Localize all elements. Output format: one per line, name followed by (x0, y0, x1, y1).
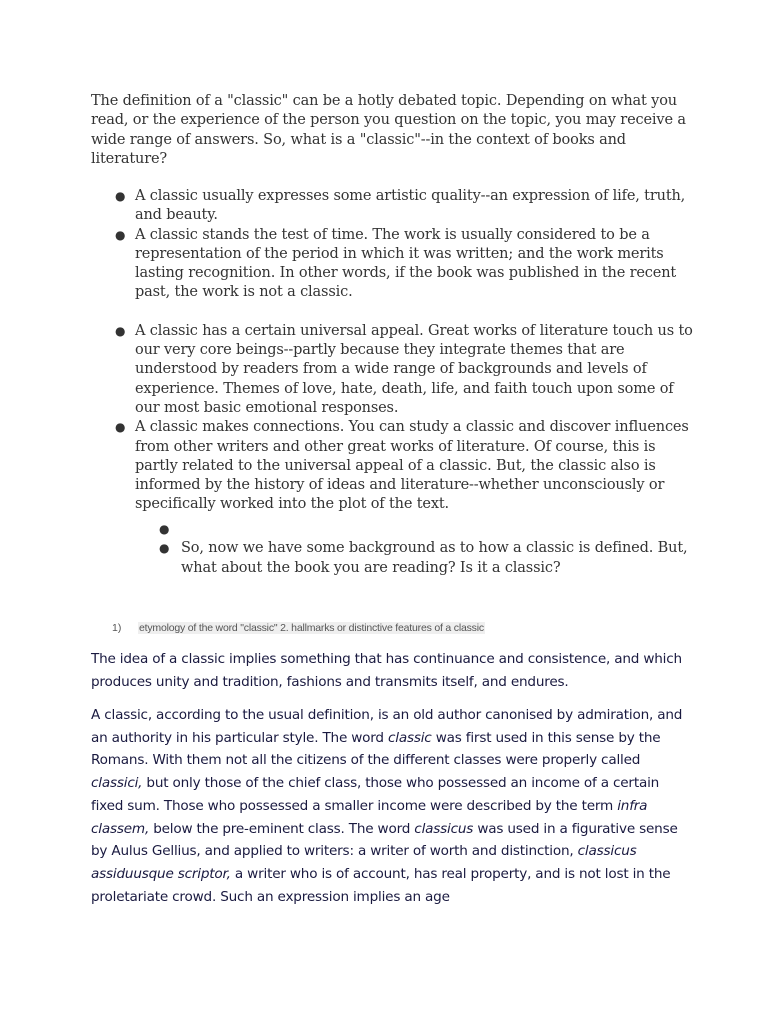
bullet-icon: ● (115, 323, 126, 338)
sub-bullet-list (159, 520, 701, 578)
text-run: a writer who is of account, has real property, and is not lost in the proletariate crowd. Such an expression implies an age (91, 865, 671, 905)
bullet-icon: ● (159, 541, 170, 556)
classic-definition-paragraph (91, 704, 691, 908)
italic-term: classic (387, 729, 432, 746)
list-item-text: A classic usually expresses some artistic quality--an expression of life, truth, and beauty. (135, 188, 686, 224)
intro-paragraph: The definition of a "classic" can be a hotly debated topic. Depending on what you read, or the experience of the person you question on the topic, you may receive a wide range of answers. So, what is a "classic"--in the context of books and literature? (91, 93, 686, 167)
text-run: was used in a figurative sense by Aulus Gellius, and applied to writers: a writer of worth and distinction, (91, 820, 678, 860)
outline-text: etymology of the word "classic" 2. hallmarks or distinctive features of a classic (139, 622, 484, 634)
classic-criteria-list (115, 187, 695, 515)
bullet-icon: ● (115, 227, 126, 242)
outline-number: 1) (112, 622, 122, 634)
italic-term: classici, (91, 775, 143, 792)
list-item (159, 539, 701, 578)
italic-term: classicus (414, 820, 474, 837)
classic-idea-paragraph: The idea of a classic implies something that has continuance and consistence, and which produces unity and tradition, fashions and transmits itself, and endures. (91, 651, 682, 690)
text-run: was first used in this sense by the Romans. With them not all the citizens of the different classes were properly called (91, 729, 661, 769)
italic-term: classicus assiduusque scriptor, (91, 843, 637, 882)
list-item (115, 418, 695, 514)
bullet-icon: ● (115, 189, 126, 203)
list-item (115, 226, 695, 303)
list-item-text: A classic makes connections. You can study a classic and discover influences from other writers and other great works of literature. Of course, this is partly related to the universal appeal of a classic. But, the classic also is informed by the history of ideas and literature--whether unconsciously or specifically worked into the plot of the text. (135, 419, 689, 513)
list-item-text: A classic stands the test of time. The work is usually considered to be a representation of the period in which it was written; and the work merits lasting recognition. In other words, if the book was published in the recent past, the work is not a classic. (135, 226, 677, 301)
numbered-outline (112, 621, 672, 635)
bullet-icon: ● (115, 420, 126, 435)
list-item (115, 322, 695, 418)
text-run: below the pre-eminent class. The word (149, 820, 415, 837)
text-run: A classic, according to the usual definition, is an old author canonised by admiration, and an authority in his particular style. The word (91, 707, 683, 746)
bullet-icon: ● (159, 522, 170, 536)
list-item-text: A classic has a certain universal appeal. Great works of literature touch us to our very core beings--partly because they integrate themes that are understood by readers from a wide range of backgrounds and levels of experience. Themes of love, hate, death, life, and faith touch upon some of our most basic emotional responses. (135, 322, 693, 416)
list-item (159, 520, 701, 539)
list-item-text: So, now we have some background as to how a classic is defined. But, what about the book you are reading? Is it a classic? (181, 540, 688, 576)
text-run: but only those of the chief class, those who possessed an income of a certain fixed sum. Those who possessed a smaller income were described by the term (91, 775, 660, 814)
italic-term: infra classem, (91, 797, 648, 837)
list-item (115, 187, 695, 226)
